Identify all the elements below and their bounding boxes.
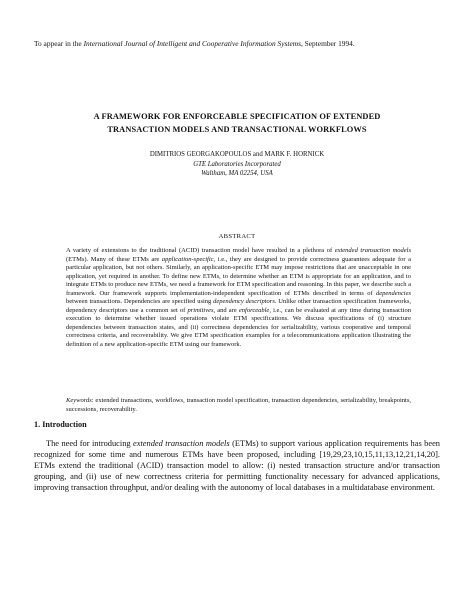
keywords-label: Keywords	[66, 397, 92, 404]
abstract-text: . Unlike other transaction specification frameworks, dependency descriptors use a common set of	[66, 298, 411, 314]
abstract-emphasis: application-specific	[161, 255, 214, 263]
author-names: DIMITRIOS GEORGAKOPOULOS and MARK F. HORNICK	[149, 151, 325, 158]
abstract-text: , i.e., they are designed to provide correctness guarantees adequate for a particular application, but not others. Similarly, an application-specific ETM may impose restrictions that are unacceptable in one application, yet required in another. To define new ETMs, to determine whether an ETM is appropriate for an application, and to integrate ETMs to produce new ETMs, we need a framework for ETM specification and reasoning. In this paper, we describe such a framework. Our framework supports implementation-independent specification of ETMs described in terms of	[66, 255, 412, 297]
abstract-text: between transactions. Dependencies are specified using	[66, 298, 214, 306]
journal-name: International Journal of Intelligent and Cooperative Information Systems	[83, 39, 301, 48]
abstract-text: , and are	[213, 306, 239, 314]
keywords-text: : extended transactions, workflows, transaction model specification, transaction dependencies, serializability, breakpoints, successions, recoverability.	[66, 397, 411, 413]
intro-text: The need for introducing	[46, 439, 134, 448]
keywords	[66, 397, 411, 414]
paper-title-line-2: TRANSACTION MODELS AND TRANSACTIONAL WORKFLOWS	[107, 124, 367, 134]
journal-note-prefix: To appear in the	[34, 39, 84, 48]
abstract-text: (ETMs). Many of these ETMs are	[66, 255, 162, 263]
abstract-emphasis: dependencies	[375, 289, 411, 297]
abstract-emphasis: extended transaction models	[334, 247, 412, 254]
paper-title	[20, 111, 454, 136]
author-block	[20, 150, 454, 179]
intro-text: (ETMs) to support various application requirements has been recognized for some time and numerous ETMs have been proposed, including [19,29,23,10,15,11,13,12,21,14,20]. ETMs extend the traditional (ACID) transaction model to allow: (i) nested transaction structure and/or transaction grouping, and (ii) use of new correctness criteria for permitting functionality necessary for advanced applications, improving transaction throughput, and/or dealing with the autonomy of local databases in a multidatabase environment.	[34, 439, 440, 493]
abstract-emphasis: dependency descriptors	[213, 298, 275, 306]
abstract-text: , i.e., can be evaluated at any time during transaction execution to determine whether issued operations violate ETM specifications. We discuss specifications of (i) structure dependencies between transaction states, and (ii) correctness dependencies for serializability, various cooperative and temporal correctness criteria, and recoverability. We give ETM specification examples for a telecommunications application illustrating the definition of a new application-specific ETM using our framework.	[66, 306, 411, 349]
abstract-body	[66, 247, 411, 350]
author-affiliation: GTE Laboratories Incorporated	[193, 160, 281, 168]
paper-title-line-1: A FRAMEWORK FOR ENFORCEABLE SPECIFICATION OF EXTENDED	[93, 112, 381, 121]
abstract-emphasis: enforceable	[238, 306, 270, 314]
abstract-heading: ABSTRACT	[218, 233, 256, 240]
abstract-emphasis: primitives	[187, 306, 214, 314]
intro-emphasis: extended transaction models	[133, 439, 230, 448]
abstract-text: A variety of extensions to the traditional (ACID) transaction model have resulted in a plethora of	[66, 247, 335, 254]
journal-note-suffix: , September 1994.	[300, 39, 355, 48]
journal-note	[34, 39, 444, 48]
author-address: Waltham, MA 02254, USA	[201, 170, 273, 177]
section-heading-introduction: 1. Introduction	[34, 420, 87, 429]
introduction-body	[34, 438, 440, 493]
